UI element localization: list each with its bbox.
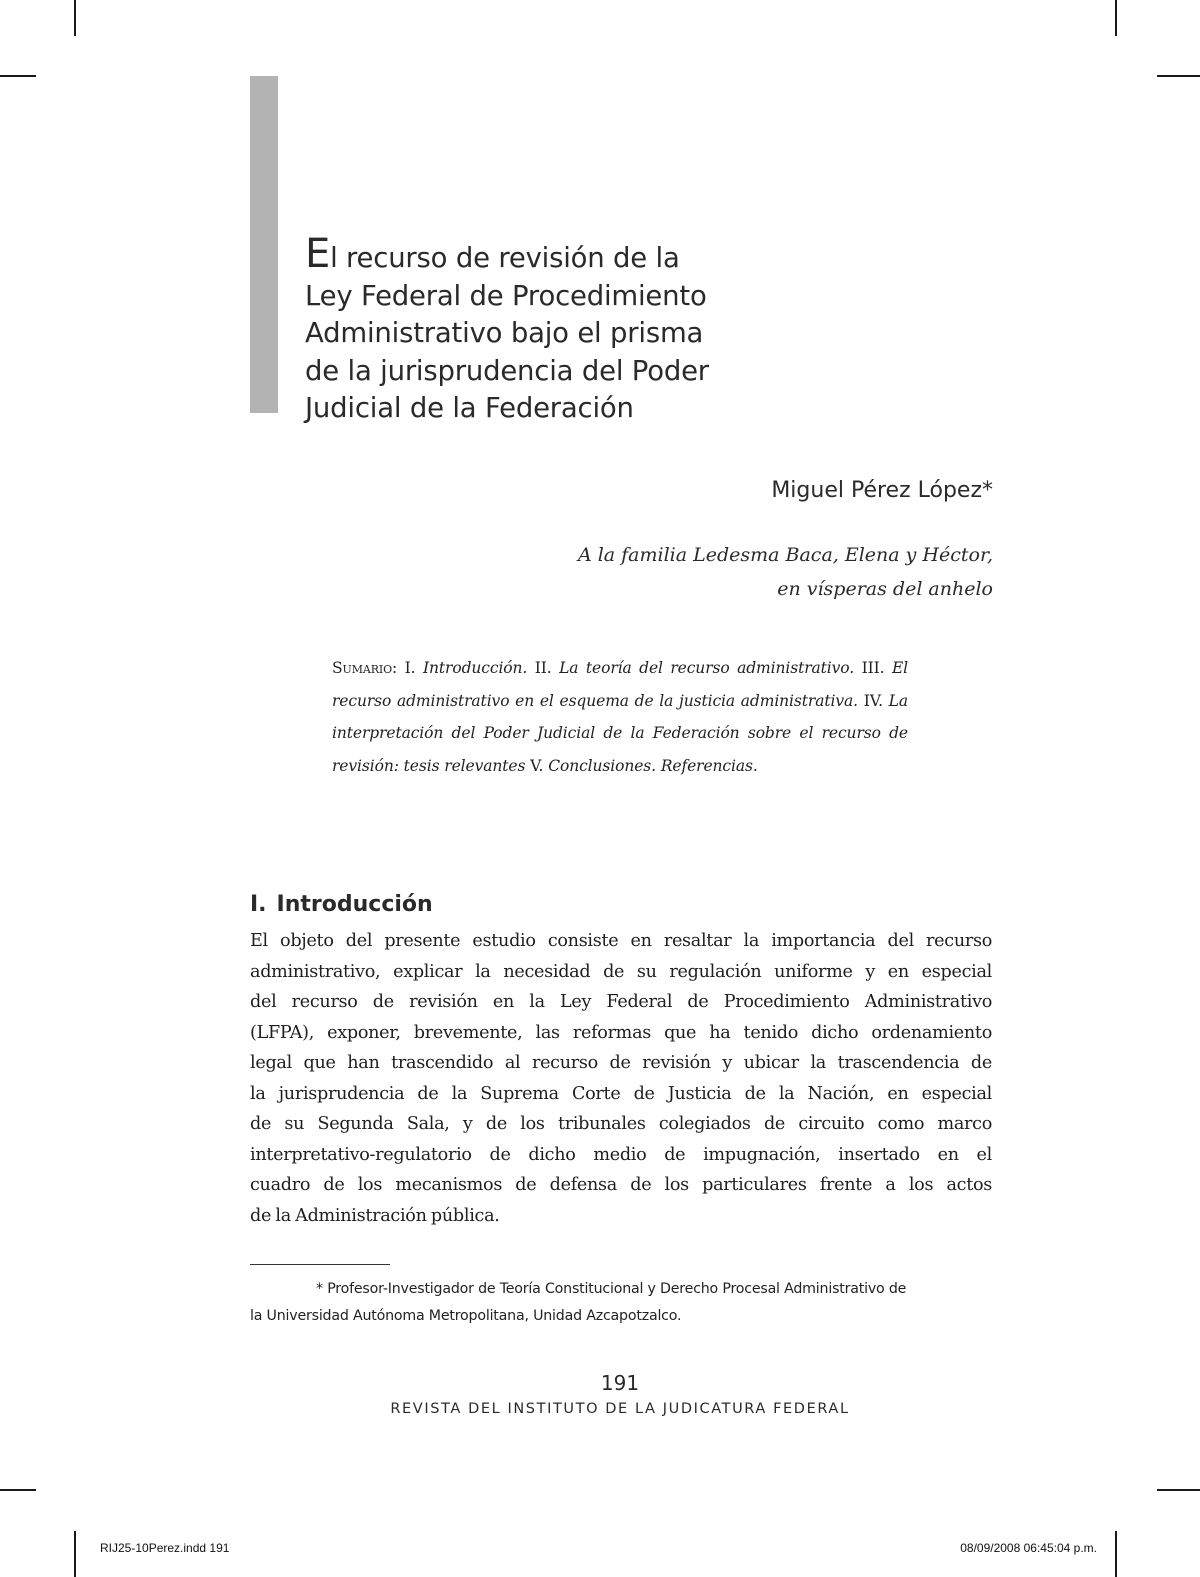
summary-num: III. [861,659,885,677]
title-line: de la jurisprudencia del Poder [305,354,709,387]
crop-mark [1157,1489,1200,1491]
title-line: Judicial de la Federación [305,392,634,425]
summary-item: Referencias. [660,756,758,775]
print-slug-filename: RIJ25-10Perez.indd 191 [100,1541,230,1555]
crop-mark [74,0,76,36]
summary-num: V. [530,756,544,775]
summary-label: Sumario: [332,659,398,677]
section-number: I. [250,892,267,918]
body-paragraph [250,926,992,1231]
crop-mark [1115,0,1117,36]
body-line: de su Segunda Sala, y de los tribunales colegiados de circuito como marco [250,1114,992,1134]
summary-num: IV. [863,691,883,710]
page-number: 191 [600,1371,640,1395]
summary-item: La teoría del recurso administrativo. [559,659,855,677]
crop-mark [0,1489,36,1491]
print-slug-timestamp: 08/09/2008 06:45:04 p.m. [960,1541,1097,1555]
body-line: interpretativo-regulatorio de dicho medio de impugnación, insertado en el [250,1144,992,1165]
section-title: Introducción [276,892,433,918]
body-line: El objeto del presente estudio consiste en resaltar la importancia del recurso [250,931,992,951]
crop-mark [1157,75,1200,77]
footnote-divider [250,1264,390,1265]
body-line: (LFPA), exponer, brevemente, las reformas que ha tenido dicho ordenamiento [250,1022,992,1043]
title-accent-bar [250,76,278,413]
body-line: legal que han trascendido al recurso de revisión y ubicar la trascendencia de [250,1053,992,1073]
summary-num: I. [404,659,416,677]
article-title [305,231,775,428]
dedication-line: en vísperas del anhelo [777,578,993,600]
title-line-text: l recurso de revisión de la [330,242,680,275]
summary-item: La interpretación del Poder Judicial de la Federación sobre el recurso de revisión: tesis relevantes [332,691,909,775]
title-line: Ley Federal de Procedimiento [305,279,707,312]
section-heading [250,892,433,917]
body-line: cuadro de los mecanismos de defensa de los particulares frente a los actos [250,1175,992,1195]
summary-item: El recurso administrativo en el esquema de la justicia administrativa. [332,659,909,710]
summary-num: II. [534,659,552,677]
crop-mark [74,1531,76,1577]
dedication-line: A la familia Ledesma Baca, Elena y Héctor, [577,544,993,566]
title-line [305,231,775,278]
summary-item: Introducción. [423,659,528,677]
dedication [578,538,993,606]
body-line: administrativo, explicar la necesidad de su regulación uniforme y en especial [250,961,992,982]
footnote [250,1276,992,1330]
footnote-line: * Profesor-Investigador de Teoría Constitucional y Derecho Procesal Administrativo de [316,1281,907,1297]
summary-item: Conclusiones. [548,756,656,775]
title-line: Administrativo bajo el prisma [305,317,704,350]
title-initial: E [305,231,331,278]
body-line: la jurisprudencia de la Suprema Corte de Justicia de la Nación, en especial [250,1083,992,1104]
body-line: de la Administración pública. [250,1205,500,1226]
body-line: del recurso de revisión en la Ley Federal de Procedimiento Administrativo [250,992,992,1012]
summary-block [332,652,908,782]
crop-mark [1115,1531,1117,1577]
footnote-line: la Universidad Autónoma Metropolitana, Unidad Azcapotzalco. [250,1308,682,1324]
journal-name: REVISTA DEL INSTITUTO DE LA JUDICATURA FEDERAL [390,1401,850,1417]
author-name: Miguel Pérez López* [771,478,993,503]
crop-mark [0,75,36,77]
